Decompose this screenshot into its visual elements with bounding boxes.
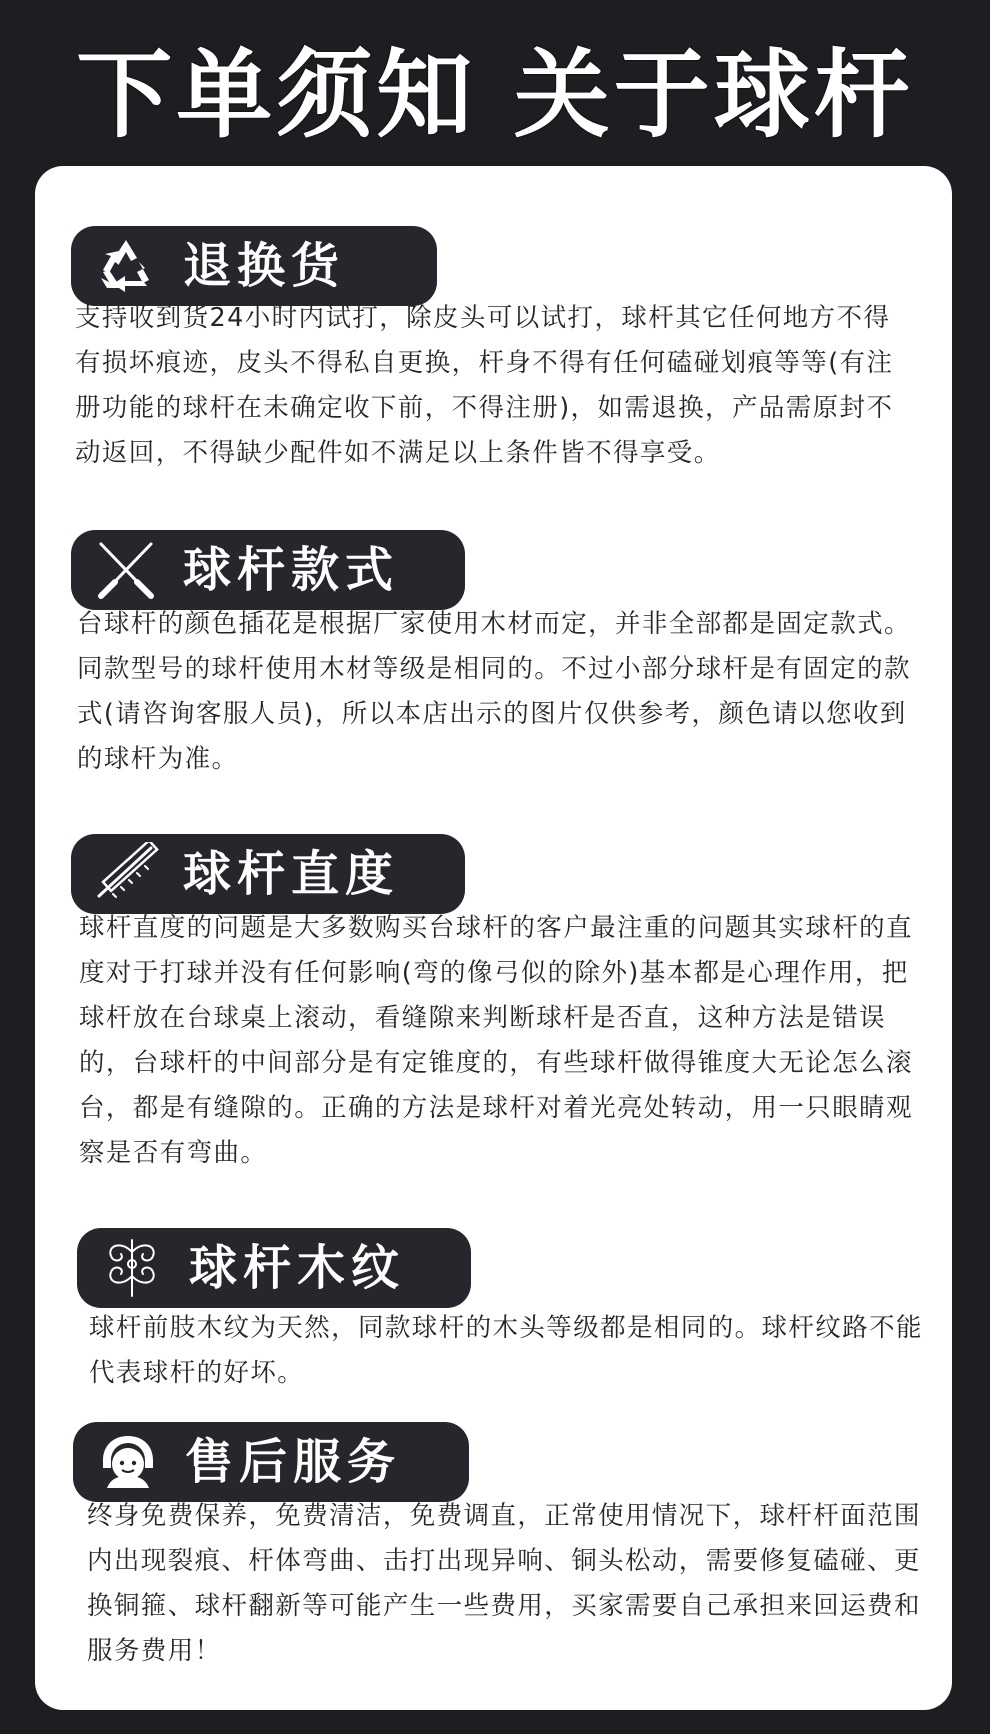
section-body-returns: 支持收到货24小时内试打，除皮头可以试打，球杆其它任何地方不得有损坏痕迹，皮头不得私自更换，杆身不得有任何磕碰划痕等等(有注册功能的球杆在未确定收下前，不得注册)，如需退换，产品需原封不动返回，不得缺少配件如不满足以上条件皆不得享受。 [75,303,894,468]
section-body-after-sales: 终身免费保养，免费清洁，免费调直，正常使用情况下，球杆杆面范围内出现裂痕、杆体弯曲、击打出现异响、铜头松动，需要修复磕碰、更换铜箍、球杆翻新等可能产生一些费用，买家需要自己承担来回运费和服务费用！ [87,1501,921,1666]
recycle-icon [93,234,159,298]
section-title: 球杆木纹 [189,1240,406,1296]
ruler-cue-icon [93,842,159,906]
section-title: 球杆直度 [183,846,400,902]
page-title: 下单须知 关于球杆 [76,39,914,151]
ornament-icon [99,1236,165,1300]
section-header-straightness [71,834,465,914]
content-card [35,166,952,1710]
section-body-cue-style: 台球杆的颜色插花是根据厂家使用木材而定，并非全部都是固定款式。同款型号的球杆使用木材等级是相同的。不过小部分球杆是有固定的款式(请咨询客服人员)，所以本店出示的图片仅供参考，颜色请以您收到的球杆为准。 [77,609,911,774]
section-header-returns [71,226,437,306]
section-title: 退换货 [183,238,346,294]
crossed-cues-icon [93,538,159,602]
section-body-wood-grain: 球杆前肢木纹为天然，同款球杆的木头等级都是相同的。球杆纹路不能代表球杆的好坏。 [89,1313,923,1388]
section-body-straightness: 球杆直度的问题是大多数购买台球杆的客户最注重的问题其实球杆的直度对于打球并没有任何影响(弯的像弓似的除外)基本都是心理作用，把球杆放在台球桌上滚动，看缝隙来判断球杆是否直，这种方法是错误的，台球杆的中间部分是有定锥度的，有些球杆做得锥度大无论怎么滚台，都是有缝隙的。正确的方法是球杆对着光亮处转动，用一只眼睛观察是否有弯曲。 [79,913,913,1168]
section-header-cue-style [71,530,465,610]
section-header-wood-grain [77,1228,471,1308]
section-title: 球杆款式 [183,542,400,598]
section-title: 售后服务 [185,1434,402,1490]
section-header-after-sales [73,1422,469,1502]
customer-service-icon [95,1430,161,1494]
